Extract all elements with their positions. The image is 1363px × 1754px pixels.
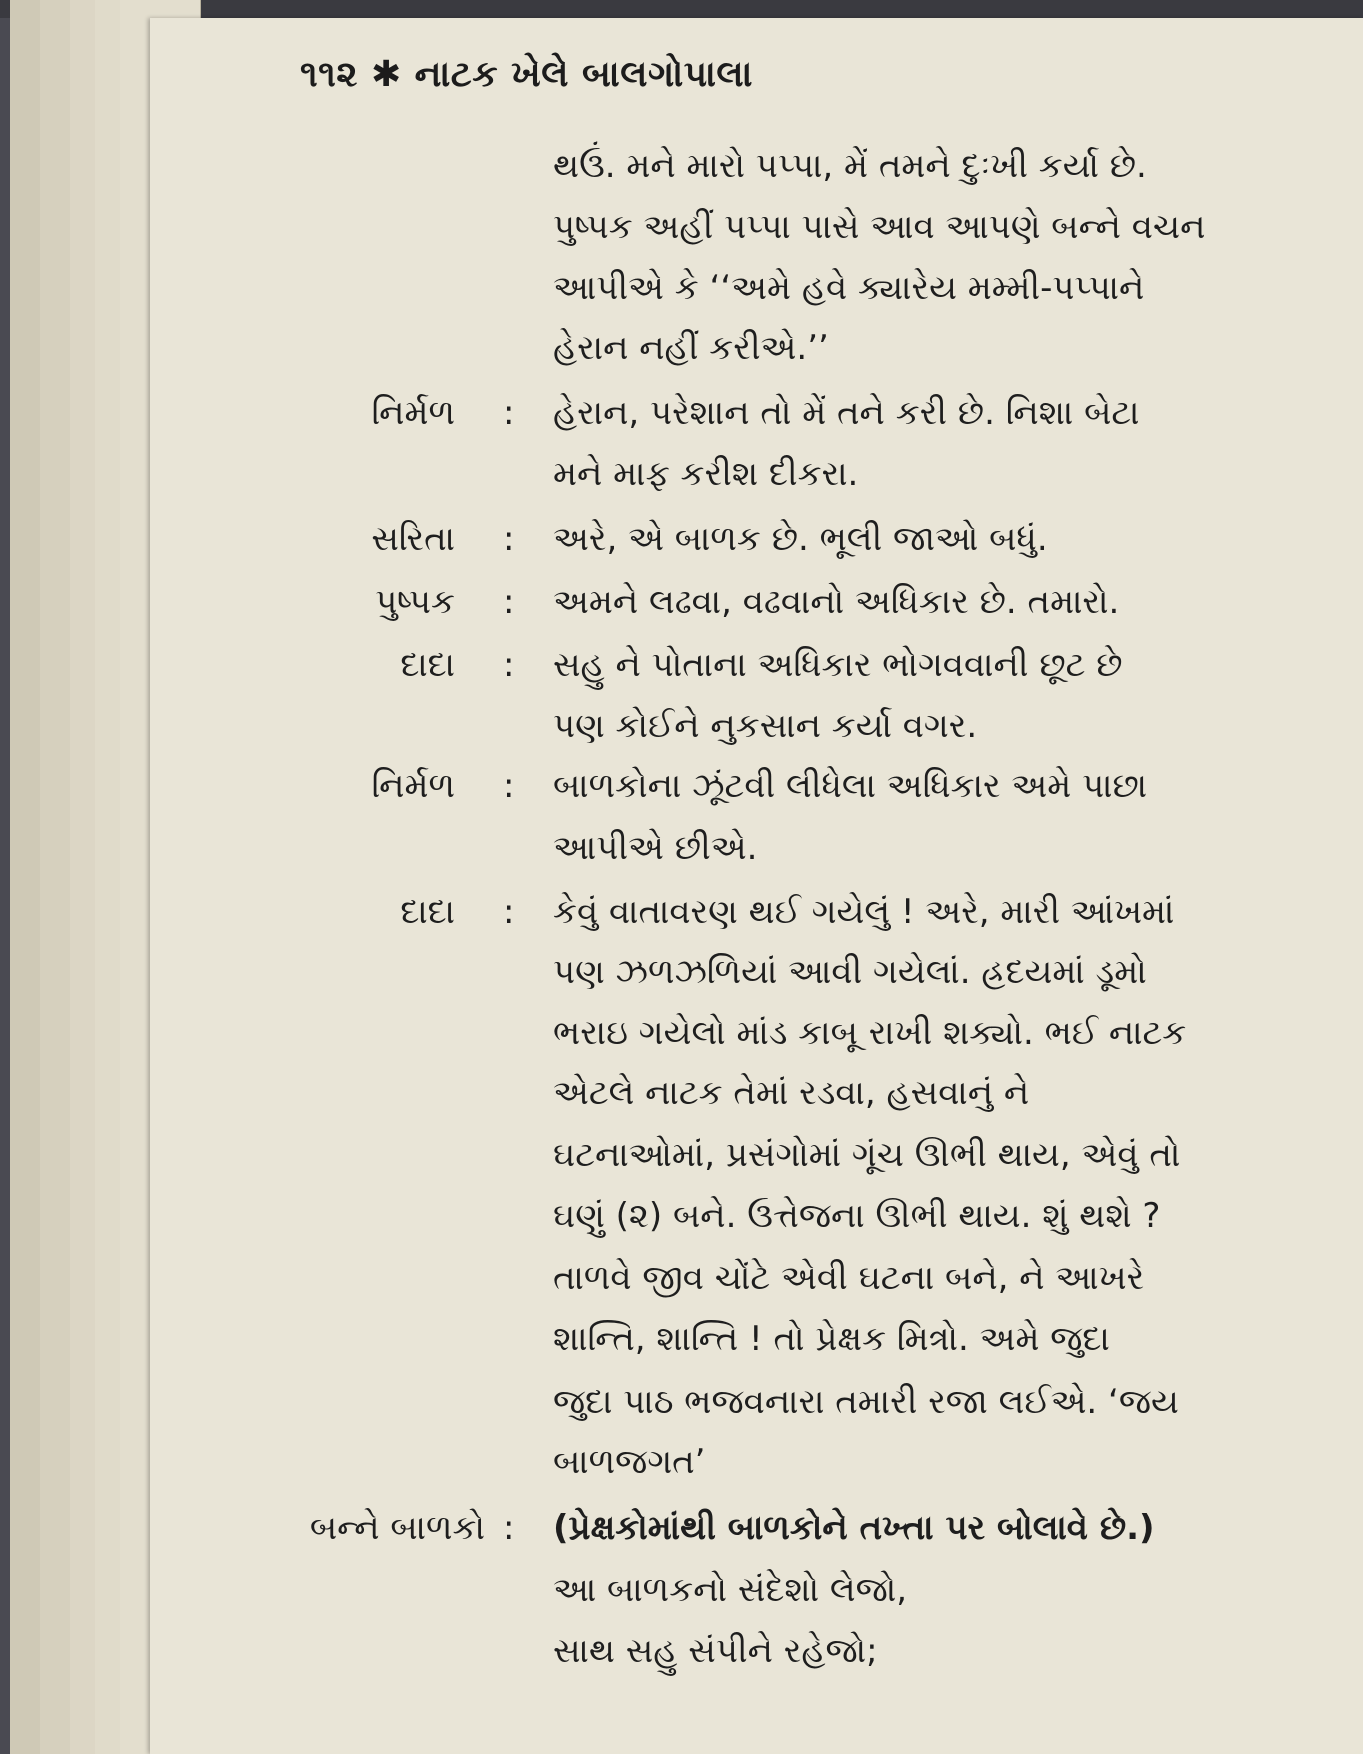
text-line: આપીએ છીએ.	[553, 828, 758, 868]
text-line: અમને લઢવા, વઢવાનો અધિકાર છે. તમારો.	[553, 582, 1120, 622]
text-line: પણ કોઈને નુકસાન કર્યા વગર.	[553, 706, 978, 746]
text-line: સહુ ને પોતાના અધિકાર ભોગવવાની છૂટ છે	[553, 645, 1123, 685]
speaker-name: દાદા	[400, 645, 455, 685]
running-header: ૧૧૨ ✱ નાટક ખેલે બાલગોપાલા	[300, 54, 753, 95]
text-line: જુદા પાઠ ભજવનારા તમારી રજા લઈએ. ‘જય	[553, 1382, 1179, 1422]
text-line: કેવું વાતાવરણ થઈ ગયેલું ! અરે, મારી આંખમાં	[553, 892, 1175, 932]
text-line: પણ ઝળઝળિયાં આવી ગયેલાં. હ્રદયમાં ડૂમો	[553, 952, 1147, 992]
text-line: તાળવે જીવ ચોંટે એવી ઘટના બને, ને આખરે	[553, 1258, 1145, 1298]
text-line: આપીએ કે ‘‘અમે હવે ક્યારેય મમ્મી-પપ્પાને	[553, 268, 1145, 308]
song-line: આ બાળકનો સંદેશો લેજો,	[553, 1570, 908, 1610]
speaker-colon: :	[503, 582, 515, 622]
speaker-name: સરિતા	[371, 519, 455, 559]
text-line: અરે, એ બાળક છે. ભૂલી જાઓ બધું.	[553, 519, 1048, 559]
speaker-name: નિર્મળ	[371, 766, 455, 806]
text-line: મને માફ કરીશ દીકરા.	[553, 454, 859, 494]
text-line: શાન્તિ, શાન્તિ ! તો પ્રેક્ષક મિત્રો. અમે જુદા	[553, 1319, 1110, 1359]
speaker-colon: :	[503, 519, 515, 559]
speaker-colon: :	[503, 766, 515, 806]
text-line: એટલે નાટક તેમાં રડવા, હસવાનું ને	[553, 1073, 1030, 1113]
speaker-name: નિર્મળ	[371, 393, 455, 433]
speaker-name: પુષ્પક	[375, 582, 455, 622]
song-line: સાથ સહુ સંપીને રહેજો;	[553, 1631, 878, 1671]
speaker-colon: :	[503, 892, 515, 932]
speaker-colon: :	[503, 1508, 515, 1548]
speaker-colon: :	[503, 393, 515, 433]
text-line: હેરાન, પરેશાન તો મેં તને કરી છે. નિશા બેટા	[553, 393, 1140, 433]
text-line: બાળકોના ઝૂંટવી લીધેલા અધિકાર અમે પાછા	[553, 766, 1148, 806]
text-line: ઘટનાઓમાં, પ્રસંગોમાં ગૂંચ ઊભી થાય, એવું તો	[553, 1135, 1181, 1175]
text-line: ઘણું (૨) બને. ઉત્તેજના ઊભી થાય. શું થશે ?	[553, 1196, 1161, 1236]
speaker-colon: :	[503, 645, 515, 685]
speaker-name: દાદા	[400, 892, 455, 932]
text-line: બાળજગત’	[553, 1442, 706, 1482]
text-line: હેરાન નહીં કરીએ.’’	[553, 328, 829, 368]
text-line: પુષ્પક અહીં પપ્પા પાસે આવ આપણે બન્ને વચન	[553, 207, 1206, 247]
stage-direction: (પ્રેક્ષકોમાંથી બાળકોને તખ્તા પર બોલાવે છે.)	[553, 1508, 1155, 1548]
text-line: થઉં. મને મારો પપ્પા, મેં તમને દુઃખી કર્યા છે.	[553, 146, 1147, 186]
text-line: ભરાઇ ગયેલો માંડ કાબૂ રાખી શક્યો. ભઈ નાટક	[553, 1013, 1187, 1053]
speaker-name: બન્ને બાળકો	[309, 1508, 485, 1548]
